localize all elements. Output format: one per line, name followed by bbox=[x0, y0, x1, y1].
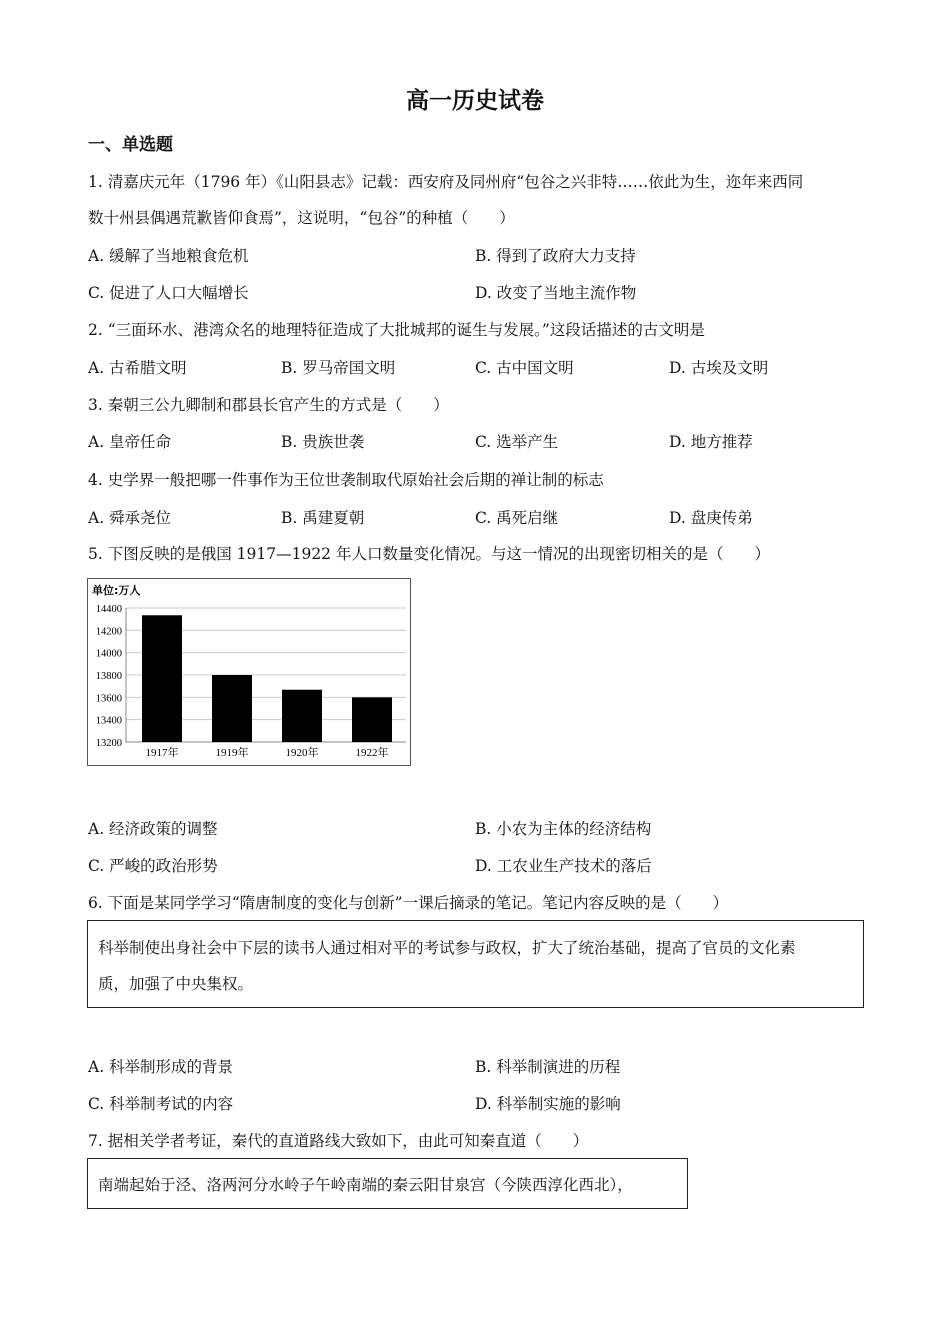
q6-quote-line2: 质，加强了中央集权。 bbox=[98, 975, 254, 993]
population-bar-chart bbox=[88, 579, 410, 765]
chart-x-tick-label: 1917年 bbox=[145, 747, 179, 759]
chart-bar bbox=[282, 690, 322, 742]
chart-y-tick-label: 13400 bbox=[95, 715, 122, 727]
chart-y-tick-label: 14400 bbox=[95, 604, 122, 615]
chart-x-tick-label: 1920年 bbox=[285, 747, 319, 759]
q1-option-c: C. 促进了人口大幅增长 bbox=[88, 284, 249, 302]
q2-option-a: A. 古希腊文明 bbox=[88, 359, 187, 377]
q5-option-b: B. 小农为主体的经济结构 bbox=[475, 820, 652, 838]
chart-x-tick-label: 1919年 bbox=[215, 747, 249, 759]
chart-x-tick-label: 1922年 bbox=[355, 747, 389, 759]
q6-option-b: B. 科举制演进的历程 bbox=[475, 1058, 621, 1076]
q3-option-c: C. 选举产生 bbox=[475, 433, 559, 451]
chart-y-tick-label: 14000 bbox=[95, 648, 122, 660]
q2-option-d: D. 古埃及文明 bbox=[669, 359, 769, 377]
chart-y-tick-label: 14200 bbox=[95, 626, 122, 638]
q6-option-a: A. 科举制形成的背景 bbox=[88, 1058, 234, 1076]
chart-bar bbox=[352, 697, 392, 742]
q5-stem: 5. 下图反映的是俄国 1917—1922 年人口数量变化情况。与这一情况的出现密切相关的是（ ） bbox=[88, 545, 770, 563]
q1-stem-line1: 1. 清嘉庆元年（1796 年）《山阳县志》记载：西安府及同州府“包谷之兴非特……依此为生，迩年来西同 bbox=[88, 173, 804, 191]
q2-option-b: B. 罗马帝国文明 bbox=[281, 359, 396, 377]
q5-option-c: C. 严峻的政治形势 bbox=[88, 857, 218, 875]
chart-bars bbox=[142, 615, 392, 742]
q6-quote-line1: 科举制使出身社会中下层的读书人通过相对平的考试参与政权，扩大了统治基础，提高了官员的文化素 bbox=[98, 939, 796, 957]
q3-option-a: A. 皇帝任命 bbox=[88, 433, 172, 451]
q2-option-c: C. 古中国文明 bbox=[475, 359, 574, 377]
q1-option-b: B. 得到了政府大力支持 bbox=[475, 247, 636, 265]
q6-option-c: C. 科举制考试的内容 bbox=[88, 1095, 234, 1113]
q7-quote-line1: 南端起始于泾、洛两河分水岭子午岭南端的秦云阳甘泉宫（今陕西淳化西北）， bbox=[98, 1176, 633, 1194]
chart-y-ticks bbox=[96, 604, 122, 749]
chart-bar bbox=[212, 675, 252, 742]
q4-option-a: A. 舜承尧位 bbox=[88, 509, 172, 527]
chart-y-tick-label: 13200 bbox=[95, 738, 122, 749]
q2-stem: 2. “三面环水、港湾众名的地理特征造成了大批城邦的诞生与发展。”这段话描述的古文明是 bbox=[88, 321, 705, 339]
population-chart bbox=[87, 578, 411, 766]
q3-stem: 3. 秦朝三公九卿制和郡县长官产生的方式是（ ） bbox=[88, 396, 449, 414]
q6-option-d: D. 科举制实施的影响 bbox=[475, 1095, 621, 1113]
q1-option-a: A. 缓解了当地粮食危机 bbox=[88, 247, 249, 265]
section-heading: 一、单选题 bbox=[88, 135, 173, 155]
chart-y-tick-label: 13800 bbox=[95, 671, 122, 682]
q1-stem-line2: 数十州县偶遇荒歉皆仰食焉”，这说明，“包谷”的种植（ ） bbox=[88, 209, 515, 227]
q7-stem: 7. 据相关学者考证，秦代的直道路线大致如下，由此可知秦直道（ ） bbox=[88, 1132, 589, 1150]
q6-quote-box bbox=[87, 920, 864, 1008]
q4-option-b: B. 禹建夏朝 bbox=[281, 509, 365, 527]
page-title: 高一历史试卷 bbox=[406, 87, 544, 114]
q5-option-d: D. 工农业生产技术的落后 bbox=[475, 857, 652, 875]
q3-option-d: D. 地方推荐 bbox=[669, 433, 753, 451]
chart-bar bbox=[142, 615, 182, 742]
q4-stem: 4. 史学界一般把哪一件事作为王位世袭制取代原始社会后期的禅让制的标志 bbox=[88, 471, 604, 489]
chart-x-ticks bbox=[146, 745, 389, 759]
q3-option-b: B. 贵族世袭 bbox=[281, 433, 365, 451]
chart-y-tick-label: 13600 bbox=[95, 693, 122, 705]
q1-option-d: D. 改变了当地主流作物 bbox=[475, 284, 637, 302]
q6-stem: 6. 下面是某同学学习“隋唐制度的变化与创新”一课后摘录的笔记。笔记内容反映的是（ ） bbox=[88, 894, 729, 912]
q4-option-c: C. 禹死启继 bbox=[475, 509, 559, 527]
q4-option-d: D. 盘庚传弟 bbox=[669, 509, 753, 527]
chart-unit-label: 单位:万人 bbox=[92, 584, 141, 597]
q5-option-a: A. 经济政策的调整 bbox=[88, 820, 218, 838]
